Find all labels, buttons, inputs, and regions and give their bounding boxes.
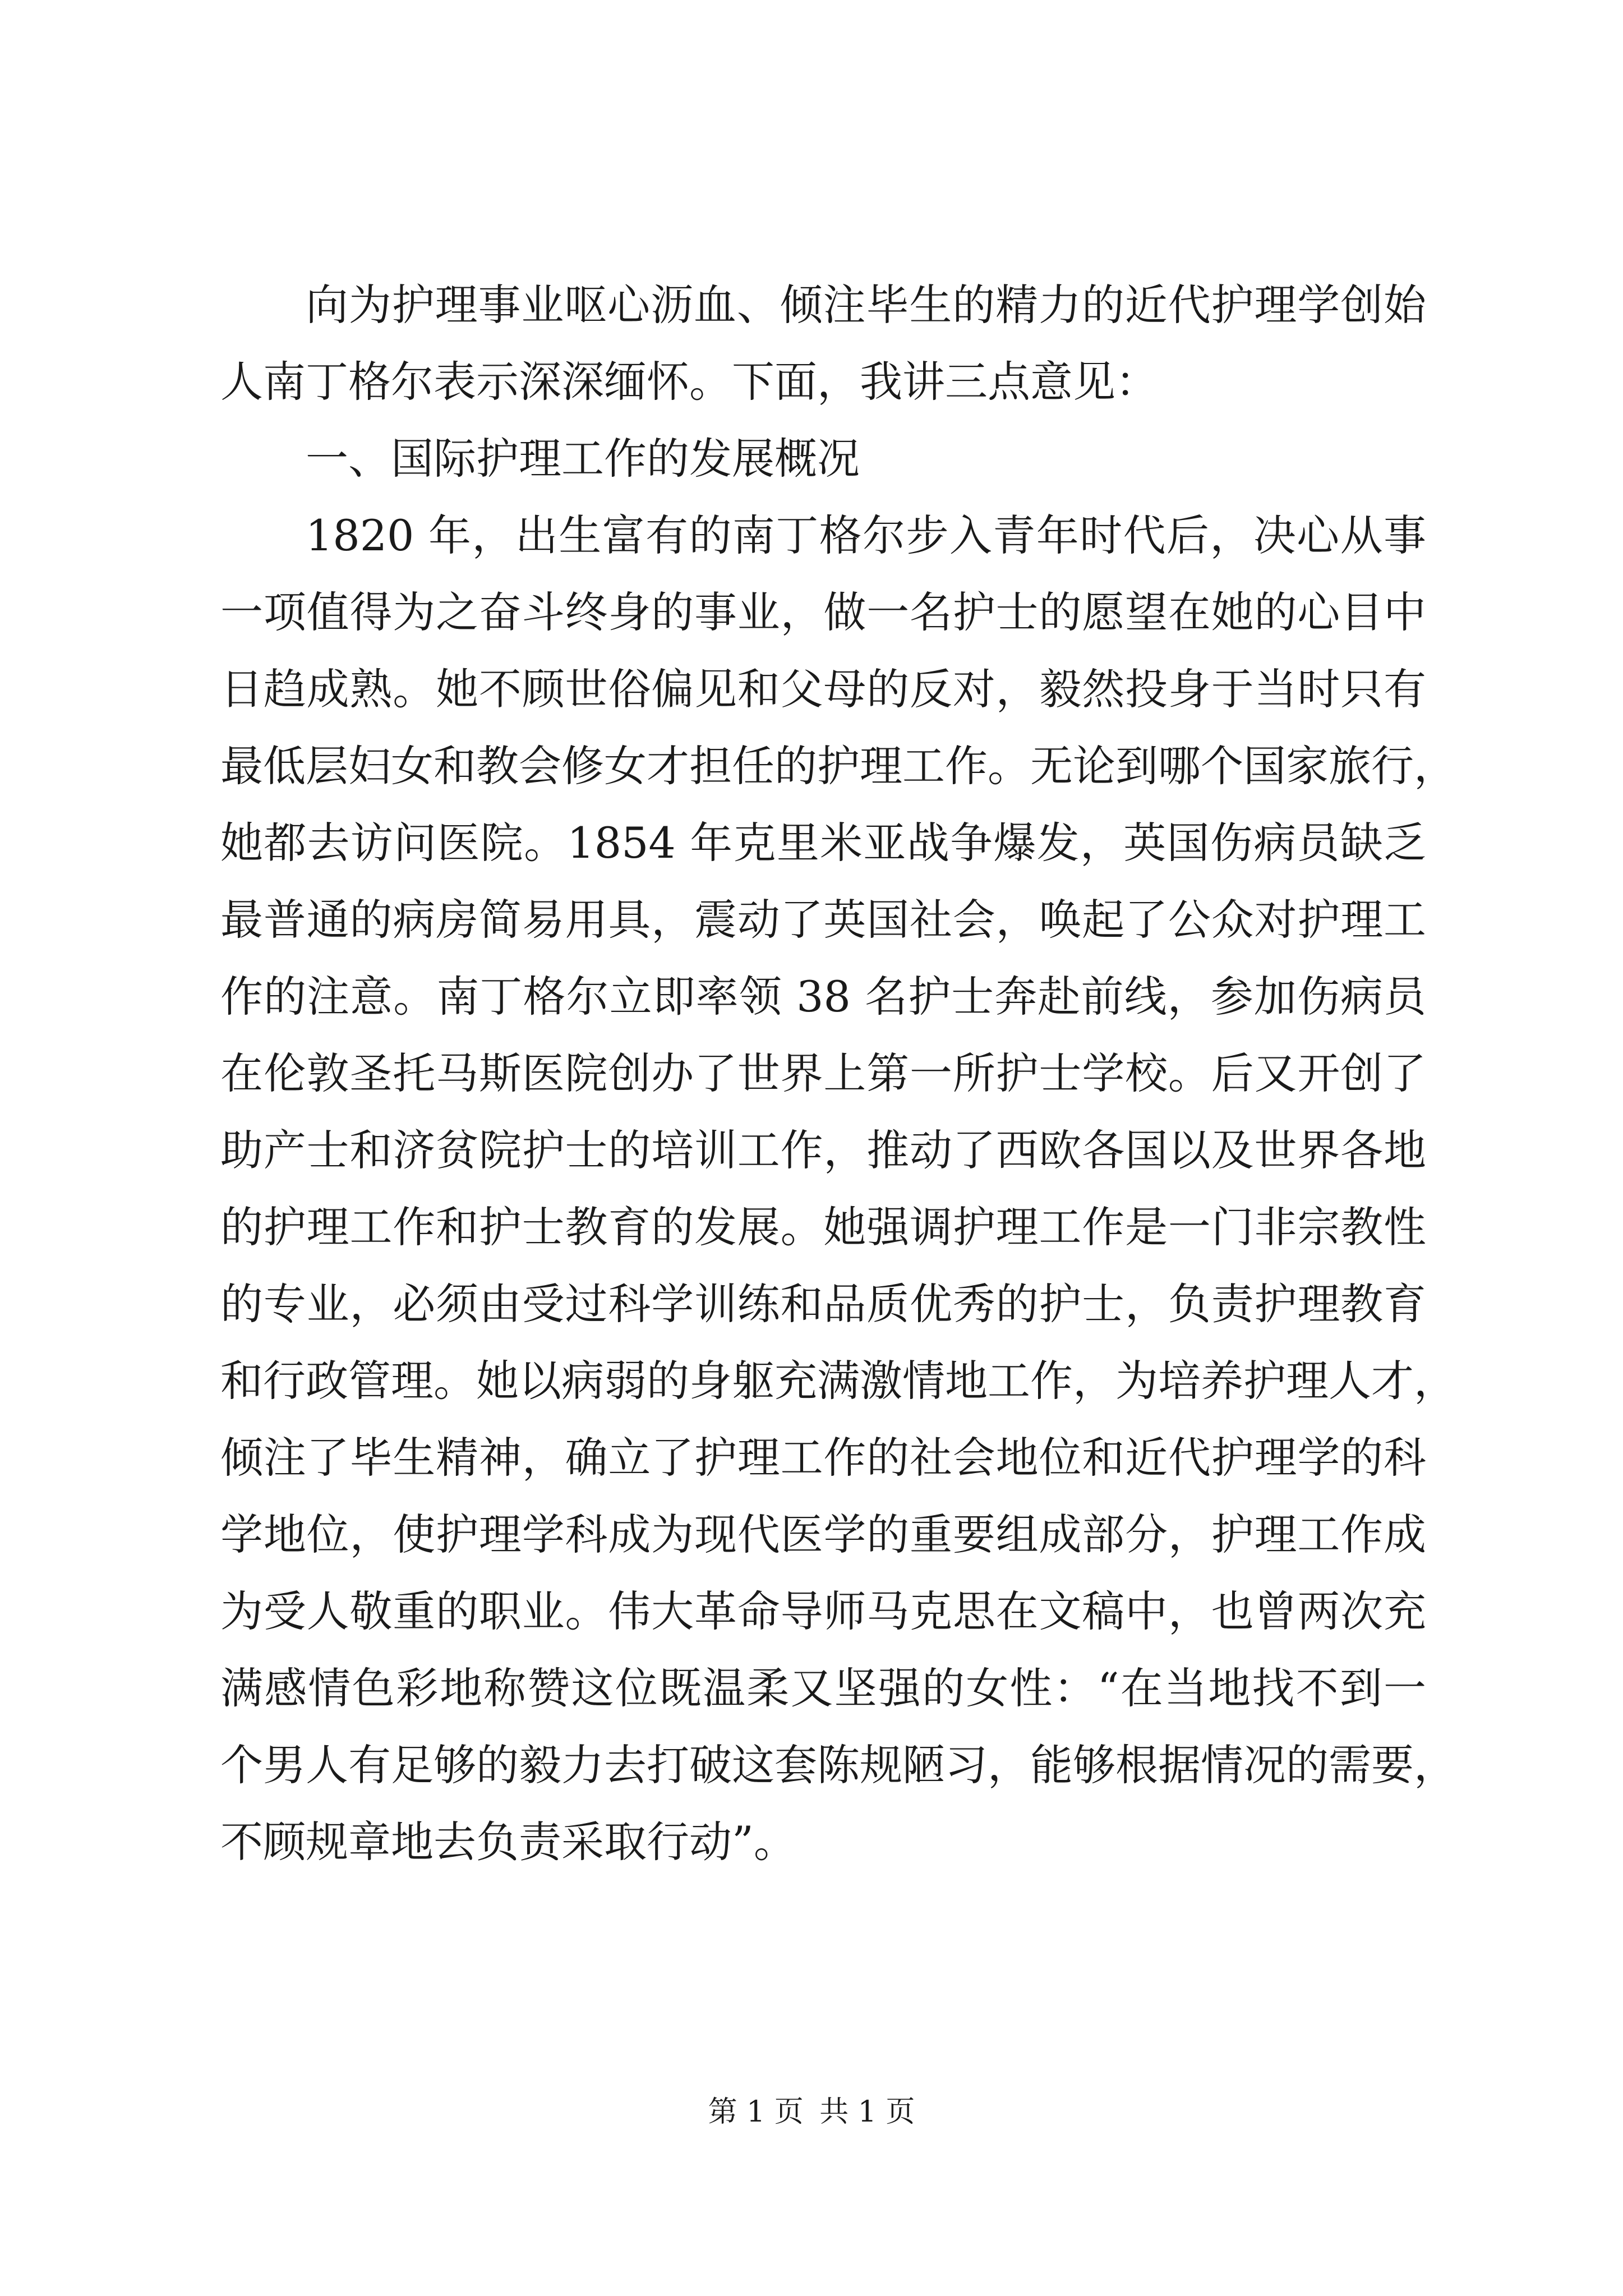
text-line: 一项值得为之奋斗终身的事业，做一名护士的愿望在她的心目中 bbox=[220, 587, 1426, 637]
text-line: 不顾规章地去负责采取行动”。 bbox=[220, 1817, 796, 1867]
text-line: 1820 年，出生富有的南丁格尔步入青年时代后，决心从事 bbox=[306, 510, 1426, 560]
text-line: 她都去访问医院。1854 年克里米亚战争爆发，英国伤病员缺乏 bbox=[220, 818, 1426, 868]
text-line: 日趋成熟。她不顾世俗偏见和父母的反对，毅然投身于当时只有 bbox=[220, 664, 1426, 714]
text-line: 人南丁格尔表示深深缅怀。下面，我讲三点意见： bbox=[220, 357, 1158, 407]
text-line: 的护理工作和护士教育的发展。她强调护理工作是一门非宗教性 bbox=[220, 1202, 1426, 1252]
text-line: 倾注了毕生精神，确立了护理工作的社会地位和近代护理学的科 bbox=[220, 1433, 1426, 1483]
page-footer bbox=[0, 2092, 1623, 2132]
text-line: 在伦敦圣托马斯医院创办了世界上第一所护士学校。后又开创了 bbox=[220, 1048, 1426, 1098]
section-heading: 一、国际护理工作的发展概况 bbox=[306, 434, 860, 484]
text-line: 最低层妇女和教会修女才担任的护理工作。无论到哪个国家旅行， bbox=[220, 741, 1456, 791]
text-line: 和行政管理。她以病弱的身躯充满激情地工作，为培养护理人才， bbox=[220, 1356, 1456, 1406]
page-number: 第 1 页 bbox=[708, 2095, 804, 2129]
document-body bbox=[220, 266, 1456, 1880]
text-line: 个男人有足够的毅力去打破这套陈规陋习，能够根据情况的需要， bbox=[220, 1740, 1456, 1790]
text-line: 最普通的病房简易用具，震动了英国社会，唤起了公众对护理工 bbox=[220, 895, 1426, 945]
text-line: 学地位，使护理学科成为现代医学的重要组成部分，护理工作成 bbox=[220, 1510, 1426, 1559]
text-line: 向为护理事业呕心沥血、倾注毕生的精力的近代护理学创始 bbox=[306, 280, 1426, 330]
text-line: 满感情色彩地称赞这位既温柔又坚强的女性：“在当地找不到一 bbox=[220, 1663, 1426, 1713]
text-line: 作的注意。南丁格尔立即率领 38 名护士奔赴前线，参加伤病员 bbox=[220, 972, 1426, 1022]
text-line: 为受人敬重的职业。伟大革命导师马克思在文稿中，也曾两次充 bbox=[220, 1586, 1426, 1636]
page-total: 共 1 页 bbox=[819, 2095, 915, 2129]
text-line: 助产士和济贫院护士的培训工作，推动了西欧各国以及世界各地 bbox=[220, 1125, 1426, 1175]
text-line: 的专业，必须由受过科学训练和品质优秀的护士，负责护理教育 bbox=[220, 1279, 1426, 1329]
